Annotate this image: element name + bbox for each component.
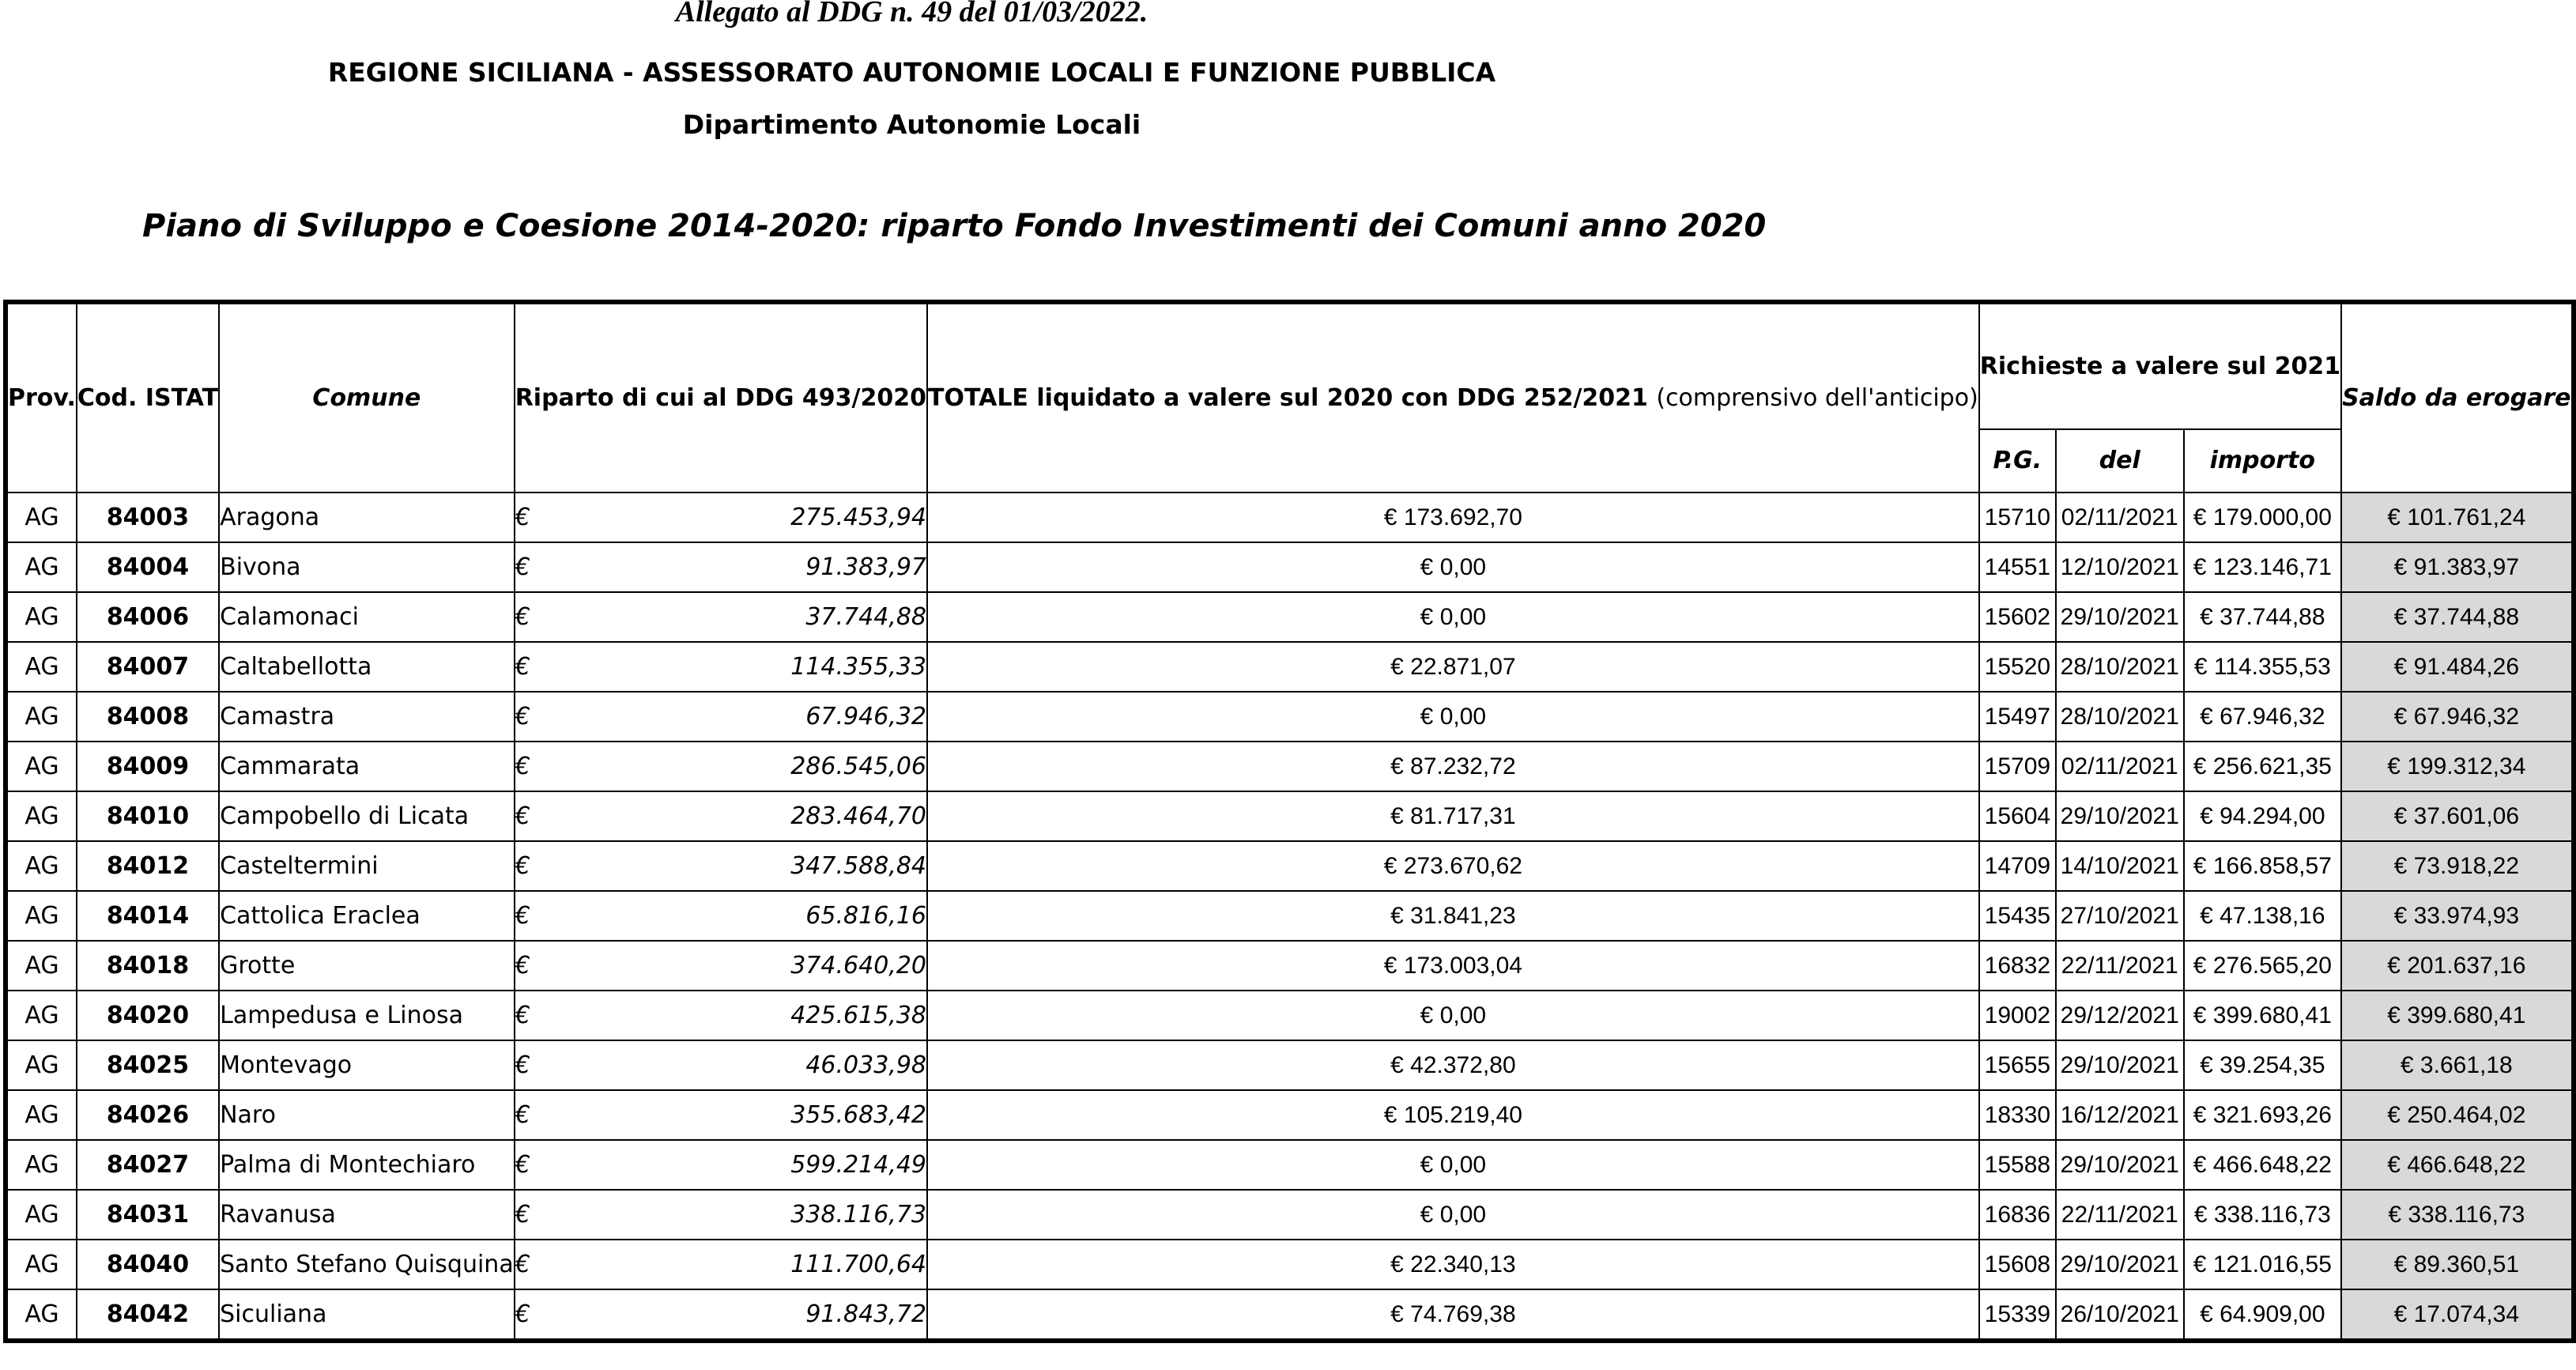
cell-comune: Lampedusa e Linosa [219, 991, 515, 1040]
cell-cod-istat: 84042 [77, 1289, 219, 1341]
cell-cod-istat: 84010 [77, 791, 219, 841]
cell-totale: € 22.871,07 [927, 642, 1979, 692]
cell-prov: AG [6, 692, 77, 742]
cell-riparto [515, 941, 927, 991]
cell-saldo: € 201.637,16 [2341, 941, 2573, 991]
cell-comune: Ravanusa [219, 1190, 515, 1240]
cell-del: 29/10/2021 [2056, 592, 2184, 642]
cell-cod-istat: 84018 [77, 941, 219, 991]
currency-symbol: € [515, 603, 530, 631]
currency-symbol: € [515, 753, 530, 780]
cell-comune: Santo Stefano Quisquina [219, 1240, 515, 1289]
cell-totale: € 31.841,23 [927, 891, 1979, 941]
cell-del: 27/10/2021 [2056, 891, 2184, 941]
cell-pg: 14709 [1979, 841, 2056, 891]
cell-saldo: € 199.312,34 [2341, 742, 2573, 791]
cell-del: 14/10/2021 [2056, 841, 2184, 891]
cell-prov: AG [6, 991, 77, 1040]
cell-riparto [515, 493, 927, 542]
cell-totale: € 105.219,40 [927, 1090, 1979, 1140]
currency-symbol: € [515, 653, 530, 681]
riparto-amount: 37.744,88 [805, 603, 926, 631]
table-row [6, 542, 2574, 592]
cell-pg: 15588 [1979, 1140, 2056, 1190]
cell-prov: AG [6, 542, 77, 592]
cell-importo: € 47.138,16 [2184, 891, 2342, 941]
cell-cod-istat: 84031 [77, 1190, 219, 1240]
cell-riparto [515, 891, 927, 941]
header-cod-istat: Cod. ISTAT [77, 302, 219, 493]
cell-saldo: € 37.744,88 [2341, 592, 2573, 642]
cell-totale: € 42.372,80 [927, 1040, 1979, 1090]
table-row [6, 891, 2574, 941]
currency-symbol: € [515, 802, 530, 830]
table-row [6, 1090, 2574, 1140]
cell-totale: € 0,00 [927, 592, 1979, 642]
riparto-table [3, 300, 2576, 1343]
cell-riparto [515, 742, 927, 791]
cell-saldo: € 466.648,22 [2341, 1140, 2573, 1190]
cell-del: 16/12/2021 [2056, 1090, 2184, 1140]
table-row [6, 1190, 2574, 1240]
table-row [6, 841, 2574, 891]
cell-importo: € 321.693,26 [2184, 1090, 2342, 1140]
cell-importo: € 166.858,57 [2184, 841, 2342, 891]
cell-pg: 15435 [1979, 891, 2056, 941]
cell-cod-istat: 84025 [77, 1040, 219, 1090]
cell-totale: € 81.717,31 [927, 791, 1979, 841]
currency-symbol: € [515, 1051, 530, 1079]
cell-importo: € 37.744,88 [2184, 592, 2342, 642]
cell-del: 29/12/2021 [2056, 991, 2184, 1040]
cell-comune: Aragona [219, 493, 515, 542]
currency-symbol: € [515, 902, 530, 930]
cell-riparto [515, 991, 927, 1040]
header-totale [927, 302, 1979, 493]
riparto-amount: 599.214,49 [790, 1151, 926, 1179]
riparto-amount: 275.453,94 [790, 504, 926, 531]
cell-comune: Cammarata [219, 742, 515, 791]
cell-comune: Siculiana [219, 1289, 515, 1341]
cell-prov: AG [6, 1289, 77, 1341]
cell-totale: € 0,00 [927, 542, 1979, 592]
cell-riparto [515, 1140, 927, 1190]
cell-pg: 16832 [1979, 941, 2056, 991]
cell-pg: 15655 [1979, 1040, 2056, 1090]
cell-prov: AG [6, 941, 77, 991]
cell-riparto [515, 592, 927, 642]
cell-cod-istat: 84008 [77, 692, 219, 742]
cell-saldo: € 91.383,97 [2341, 542, 2573, 592]
table-row [6, 642, 2574, 692]
riparto-amount: 338.116,73 [790, 1201, 926, 1228]
cell-importo: € 121.016,55 [2184, 1240, 2342, 1289]
cell-pg: 15709 [1979, 742, 2056, 791]
dipartimento-heading: Dipartimento Autonomie Locali [682, 109, 1141, 140]
currency-symbol: € [515, 504, 530, 531]
riparto-amount: 283.464,70 [790, 802, 926, 830]
header-riparto: Riparto di cui al DDG 493/2020 [515, 302, 927, 493]
cell-del: 22/11/2021 [2056, 941, 2184, 991]
riparto-amount: 114.355,33 [790, 653, 926, 681]
cell-riparto [515, 791, 927, 841]
cell-importo: € 256.621,35 [2184, 742, 2342, 791]
cell-pg: 15339 [1979, 1289, 2056, 1341]
cell-saldo: € 17.074,34 [2341, 1289, 2573, 1341]
cell-del: 02/11/2021 [2056, 742, 2184, 791]
cell-pg: 19002 [1979, 991, 2056, 1040]
cell-comune: Montevago [219, 1040, 515, 1090]
cell-pg: 15520 [1979, 642, 2056, 692]
cell-cod-istat: 84012 [77, 841, 219, 891]
cell-importo: € 67.946,32 [2184, 692, 2342, 742]
cell-cod-istat: 84026 [77, 1090, 219, 1140]
cell-prov: AG [6, 1240, 77, 1289]
cell-saldo: € 67.946,32 [2341, 692, 2573, 742]
cell-comune: Camastra [219, 692, 515, 742]
cell-riparto [515, 1090, 927, 1140]
cell-totale: € 0,00 [927, 1190, 1979, 1240]
riparto-amount: 425.615,38 [790, 1002, 926, 1029]
riparto-amount: 91.843,72 [805, 1300, 926, 1328]
cell-importo: € 39.254,35 [2184, 1040, 2342, 1090]
cell-del: 12/10/2021 [2056, 542, 2184, 592]
cell-prov: AG [6, 1140, 77, 1190]
cell-pg: 15710 [1979, 493, 2056, 542]
cell-del: 29/10/2021 [2056, 791, 2184, 841]
allegato-title: Allegato al DDG n. 49 del 01/03/2022. [675, 0, 1148, 28]
cell-pg: 15497 [1979, 692, 2056, 742]
cell-totale: € 173.003,04 [927, 941, 1979, 991]
cell-riparto [515, 1240, 927, 1289]
header-pg: P.G. [1979, 429, 2056, 493]
cell-del: 02/11/2021 [2056, 493, 2184, 542]
cell-totale: € 273.670,62 [927, 841, 1979, 891]
cell-totale: € 0,00 [927, 692, 1979, 742]
cell-totale: € 0,00 [927, 1140, 1979, 1190]
cell-saldo: € 91.484,26 [2341, 642, 2573, 692]
document-title: Piano di Sviluppo e Coesione 2014-2020: riparto Fondo Investimenti dei Comuni anno 2020 [142, 208, 1767, 244]
cell-totale: € 0,00 [927, 991, 1979, 1040]
table-row [6, 1040, 2574, 1090]
table-row [6, 742, 2574, 791]
cell-riparto [515, 1190, 927, 1240]
cell-cod-istat: 84014 [77, 891, 219, 941]
riparto-amount: 111.700,64 [790, 1251, 926, 1278]
currency-symbol: € [515, 1002, 530, 1029]
cell-pg: 18330 [1979, 1090, 2056, 1140]
header-importo: importo [2184, 429, 2342, 493]
header-totale-main: TOTALE liquidato a valere sul 2020 con DDG 252/2021 [928, 383, 1648, 412]
riparto-amount: 374.640,20 [790, 952, 926, 979]
currency-symbol: € [515, 1201, 530, 1228]
cell-cod-istat: 84006 [77, 592, 219, 642]
table-body [6, 493, 2574, 1341]
currency-symbol: € [515, 852, 530, 880]
cell-totale: € 74.769,38 [927, 1289, 1979, 1341]
table-row [6, 991, 2574, 1040]
cell-pg: 15604 [1979, 791, 2056, 841]
cell-saldo: € 399.680,41 [2341, 991, 2573, 1040]
header-totale-note: (comprensivo dell'anticipo) [1656, 383, 1978, 412]
currency-symbol: € [515, 1151, 530, 1179]
cell-del: 29/10/2021 [2056, 1140, 2184, 1190]
riparto-amount: 91.383,97 [805, 553, 926, 581]
cell-importo: € 276.565,20 [2184, 941, 2342, 991]
cell-prov: AG [6, 592, 77, 642]
cell-cod-istat: 84007 [77, 642, 219, 692]
table-row [6, 1289, 2574, 1341]
cell-saldo: € 73.918,22 [2341, 841, 2573, 891]
cell-comune: Caltabellotta [219, 642, 515, 692]
currency-symbol: € [515, 703, 530, 730]
cell-prov: AG [6, 742, 77, 791]
cell-importo: € 123.146,71 [2184, 542, 2342, 592]
cell-prov: AG [6, 1040, 77, 1090]
cell-riparto [515, 542, 927, 592]
cell-pg: 15608 [1979, 1240, 2056, 1289]
currency-symbol: € [515, 553, 530, 581]
cell-cod-istat: 84004 [77, 542, 219, 592]
cell-importo: € 399.680,41 [2184, 991, 2342, 1040]
cell-cod-istat: 84040 [77, 1240, 219, 1289]
cell-prov: AG [6, 642, 77, 692]
table-row [6, 791, 2574, 841]
currency-symbol: € [515, 952, 530, 979]
table-row [6, 493, 2574, 542]
cell-totale: € 173.692,70 [927, 493, 1979, 542]
cell-saldo: € 89.360,51 [2341, 1240, 2573, 1289]
cell-importo: € 64.909,00 [2184, 1289, 2342, 1341]
riparto-amount: 347.588,84 [790, 852, 926, 880]
cell-riparto [515, 1040, 927, 1090]
riparto-amount: 46.033,98 [805, 1051, 926, 1079]
cell-comune: Cattolica Eraclea [219, 891, 515, 941]
currency-symbol: € [515, 1101, 530, 1129]
cell-comune: Palma di Montechiaro [219, 1140, 515, 1190]
cell-importo: € 466.648,22 [2184, 1140, 2342, 1190]
cell-comune: Naro [219, 1090, 515, 1140]
cell-totale: € 22.340,13 [927, 1240, 1979, 1289]
cell-saldo: € 3.661,18 [2341, 1040, 2573, 1090]
cell-comune: Casteltermini [219, 841, 515, 891]
cell-saldo: € 33.974,93 [2341, 891, 2573, 941]
cell-del: 28/10/2021 [2056, 642, 2184, 692]
cell-importo: € 94.294,00 [2184, 791, 2342, 841]
cell-prov: AG [6, 1090, 77, 1140]
cell-prov: AG [6, 1190, 77, 1240]
cell-cod-istat: 84003 [77, 493, 219, 542]
cell-saldo: € 101.761,24 [2341, 493, 2573, 542]
currency-symbol: € [515, 1251, 530, 1278]
table-row [6, 592, 2574, 642]
cell-riparto [515, 841, 927, 891]
riparto-amount: 286.545,06 [790, 753, 926, 780]
table-row [6, 1240, 2574, 1289]
riparto-amount: 355.683,42 [790, 1101, 926, 1129]
table-row [6, 941, 2574, 991]
cell-del: 29/10/2021 [2056, 1240, 2184, 1289]
cell-cod-istat: 84009 [77, 742, 219, 791]
cell-saldo: € 250.464,02 [2341, 1090, 2573, 1140]
cell-riparto [515, 1289, 927, 1341]
riparto-amount: 67.946,32 [805, 703, 926, 730]
cell-prov: AG [6, 493, 77, 542]
cell-comune: Calamonaci [219, 592, 515, 642]
cell-pg: 16836 [1979, 1190, 2056, 1240]
cell-riparto [515, 642, 927, 692]
regione-heading: REGIONE SICILIANA - ASSESSORATO AUTONOMIE LOCALI E FUNZIONE PUBBLICA [327, 57, 1496, 88]
cell-pg: 15602 [1979, 592, 2056, 642]
cell-prov: AG [6, 791, 77, 841]
cell-del: 28/10/2021 [2056, 692, 2184, 742]
cell-cod-istat: 84027 [77, 1140, 219, 1190]
cell-totale: € 87.232,72 [927, 742, 1979, 791]
cell-comune: Bivona [219, 542, 515, 592]
cell-pg: 14551 [1979, 542, 2056, 592]
cell-prov: AG [6, 841, 77, 891]
riparto-amount: 65.816,16 [805, 902, 926, 930]
cell-cod-istat: 84020 [77, 991, 219, 1040]
header-saldo: Saldo da erogare [2341, 302, 2573, 493]
table-row [6, 1140, 2574, 1190]
cell-comune: Grotte [219, 941, 515, 991]
header-prov: Prov. [6, 302, 77, 493]
cell-del: 29/10/2021 [2056, 1040, 2184, 1090]
cell-del: 26/10/2021 [2056, 1289, 2184, 1341]
table-row [6, 692, 2574, 742]
cell-riparto [515, 692, 927, 742]
header-richieste: Richieste a valere sul 2021 [1979, 302, 2341, 429]
cell-del: 22/11/2021 [2056, 1190, 2184, 1240]
cell-saldo: € 37.601,06 [2341, 791, 2573, 841]
cell-importo: € 179.000,00 [2184, 493, 2342, 542]
cell-comune: Campobello di Licata [219, 791, 515, 841]
header-comune: Comune [219, 302, 515, 493]
cell-prov: AG [6, 891, 77, 941]
currency-symbol: € [515, 1300, 530, 1328]
cell-importo: € 114.355,53 [2184, 642, 2342, 692]
cell-importo: € 338.116,73 [2184, 1190, 2342, 1240]
header-del: del [2056, 429, 2184, 493]
cell-saldo: € 338.116,73 [2341, 1190, 2573, 1240]
